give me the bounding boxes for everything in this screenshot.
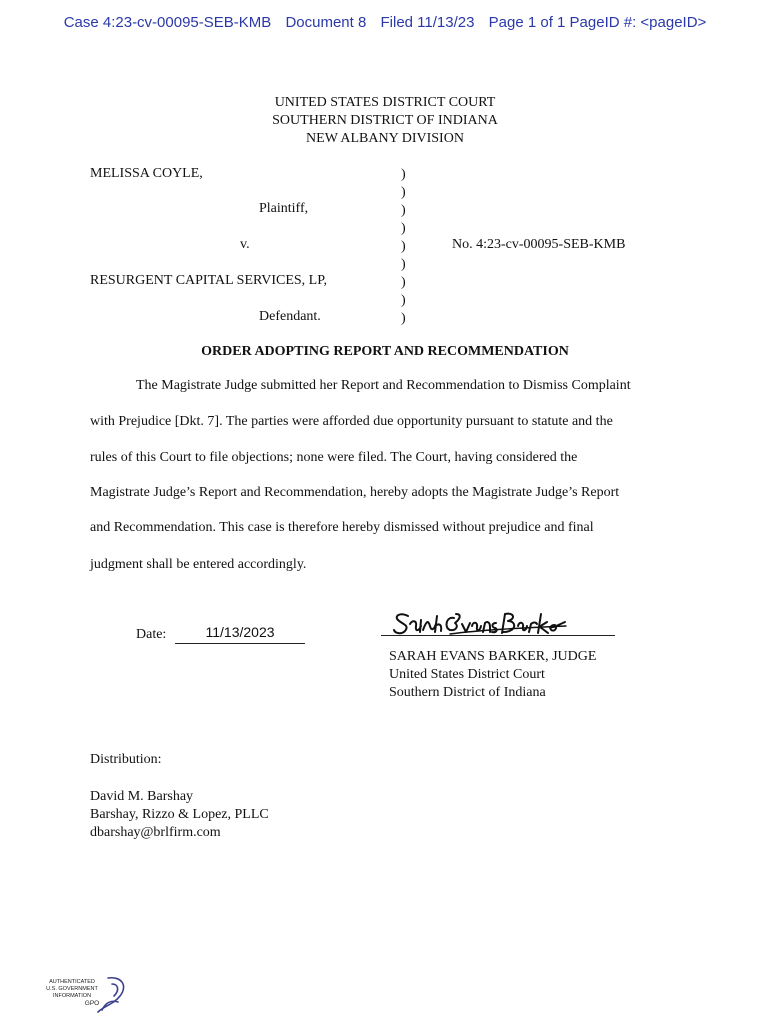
recipient-name: David M. Barshay bbox=[90, 789, 194, 804]
order-body-line: judgment shall be entered accordingly. bbox=[90, 557, 307, 572]
plaintiff-name: MELISSA COYLE, bbox=[90, 166, 203, 181]
court-district: SOUTHERN DISTRICT OF INDIANA bbox=[272, 113, 498, 128]
date-value: 11/13/2023 bbox=[205, 624, 275, 640]
page-id-stamp: Page 1 of 1 PageID #: <pageID> bbox=[488, 14, 707, 31]
caption-paren: ) bbox=[401, 275, 406, 290]
court-division: NEW ALBANY DIVISION bbox=[306, 131, 464, 146]
order-title: ORDER ADOPTING REPORT AND RECOMMENDATION bbox=[201, 344, 569, 359]
caption-paren: ) bbox=[401, 311, 406, 326]
judge-court: United States District Court bbox=[389, 667, 545, 682]
distribution-recipient bbox=[90, 788, 269, 842]
court-name: UNITED STATES DISTRICT COURT bbox=[274, 95, 496, 110]
caption-paren: ) bbox=[401, 257, 406, 272]
judge-block bbox=[389, 648, 596, 702]
judge-district: Southern District of Indiana bbox=[389, 685, 546, 700]
date-label: Date: bbox=[136, 627, 167, 642]
versus: v. bbox=[240, 237, 250, 252]
caption-paren: ) bbox=[401, 203, 406, 218]
caption-paren: ) bbox=[401, 167, 406, 182]
gpo-seal-line2: U.S. GOVERNMENT bbox=[46, 986, 98, 992]
signature-text: Sarah Evans Barker bbox=[390, 593, 518, 610]
recipient-firm: Barshay, Rizzo & Lopez, PLLC bbox=[90, 807, 269, 822]
gpo-seal-line1: AUTHENTICATED bbox=[49, 979, 95, 985]
defendant-name: RESURGENT CAPITAL SERVICES, LP, bbox=[90, 273, 327, 288]
gpo-authentication-seal bbox=[42, 972, 132, 1018]
ecf-header-stamp bbox=[0, 14, 770, 31]
plaintiff-role: Plaintiff, bbox=[259, 201, 309, 216]
defendant-role: Defendant. bbox=[259, 309, 321, 324]
court-heading bbox=[0, 94, 770, 148]
gpo-seal-line4: GPO bbox=[84, 1000, 100, 1007]
judge-name: SARAH EVANS BARKER, JUDGE bbox=[389, 649, 597, 664]
caption-paren: ) bbox=[401, 293, 406, 308]
order-body-line: Magistrate Judge’s Report and Recommendation, hereby adopts the Magistrate Judge’s Report bbox=[90, 485, 620, 500]
caption-paren: ) bbox=[401, 185, 406, 200]
order-body-line: with Prejudice [Dkt. 7]. The parties were afforded due opportunity pursuant to statute and the bbox=[90, 414, 613, 429]
caption-parentheses bbox=[401, 166, 406, 328]
date-underline bbox=[175, 643, 305, 644]
signature-line bbox=[381, 635, 615, 636]
document-number-stamp: Document 8 bbox=[285, 14, 367, 31]
caption-paren: ) bbox=[401, 239, 406, 254]
order-body-line: rules of this Court to file objections; none were filed. The Court, having considered the bbox=[90, 450, 578, 465]
order-body-line: The Magistrate Judge submitted her Report and Recommendation to Dismiss Complaint bbox=[136, 378, 631, 393]
filed-date-stamp: Filed 11/13/23 bbox=[380, 14, 475, 31]
caption-paren: ) bbox=[401, 221, 406, 236]
gpo-seal-line3: INFORMATION bbox=[52, 993, 92, 999]
case-number-stamp: Case 4:23-cv-00095-SEB-KMB bbox=[63, 14, 272, 31]
distribution-label: Distribution: bbox=[90, 752, 162, 767]
order-body-line: and Recommendation. This case is therefore hereby dismissed without prejudice and final bbox=[90, 520, 594, 535]
caption-case-number: No. 4:23-cv-00095-SEB-KMB bbox=[452, 237, 626, 252]
recipient-email: dbarshay@brlfirm.com bbox=[90, 825, 221, 840]
